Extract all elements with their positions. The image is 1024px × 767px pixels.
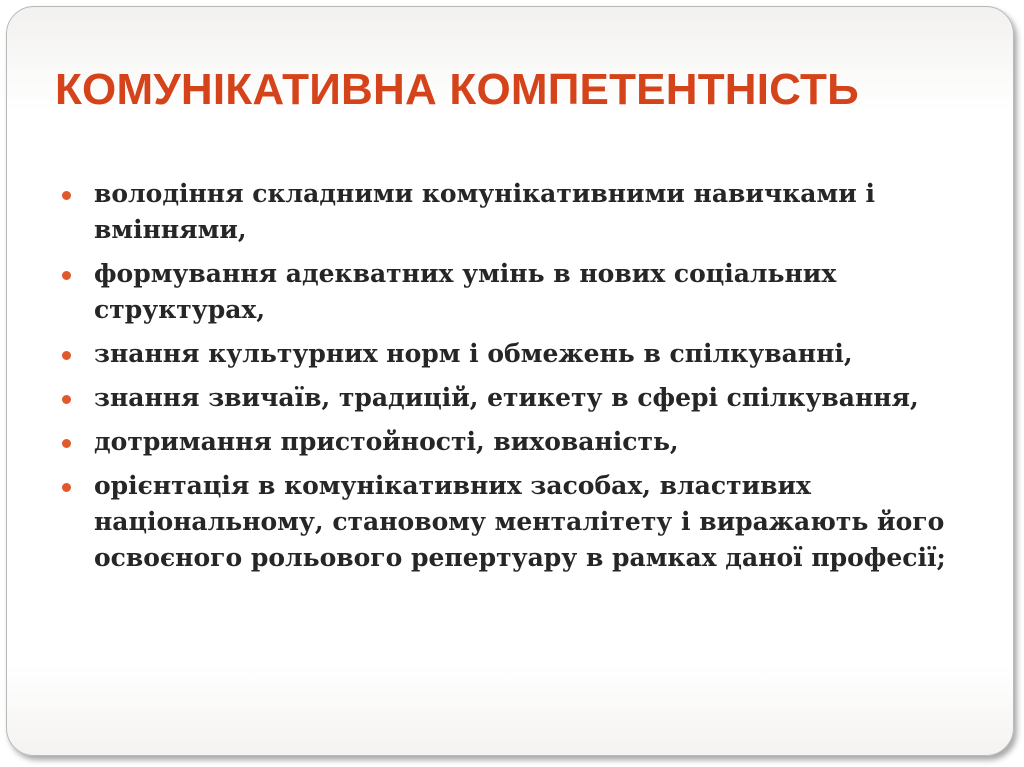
bullet-text: володіння складними комунікативними навичками і вміннями, <box>94 179 875 244</box>
slide-title: КОМУНІКАТИВНА КОМПЕТЕНТНІСТЬ <box>55 65 859 114</box>
bullet-text: знання звичаїв, традицій, етикету в сфері спілкування, <box>94 383 919 412</box>
bullet-item-3 <box>62 336 962 372</box>
bullet-text: знання культурних норм і обмежень в спілкуванні, <box>94 339 853 368</box>
bullet-item-2 <box>62 256 962 328</box>
circle-bullet-icon <box>62 351 71 360</box>
bullet-list <box>62 176 962 584</box>
circle-bullet-icon <box>62 271 71 280</box>
circle-bullet-icon <box>62 439 71 448</box>
bullet-text: орієнтація в комунікативних засобах, властивих національному, становому менталітету і виражають його освоєного рольового репертуару в рамках даної професії; <box>94 471 946 572</box>
circle-bullet-icon <box>62 191 71 200</box>
circle-bullet-icon <box>62 483 71 492</box>
bullet-item-4 <box>62 380 962 416</box>
bullet-item-1 <box>62 176 962 248</box>
bullet-text: дотримання пристойності, вихованість, <box>94 427 679 456</box>
bullet-item-5 <box>62 424 962 460</box>
bullet-text: формування адекватних умінь в нових соціальних структурах, <box>94 259 837 324</box>
circle-bullet-icon <box>62 395 71 404</box>
bullet-item-6 <box>62 468 962 576</box>
